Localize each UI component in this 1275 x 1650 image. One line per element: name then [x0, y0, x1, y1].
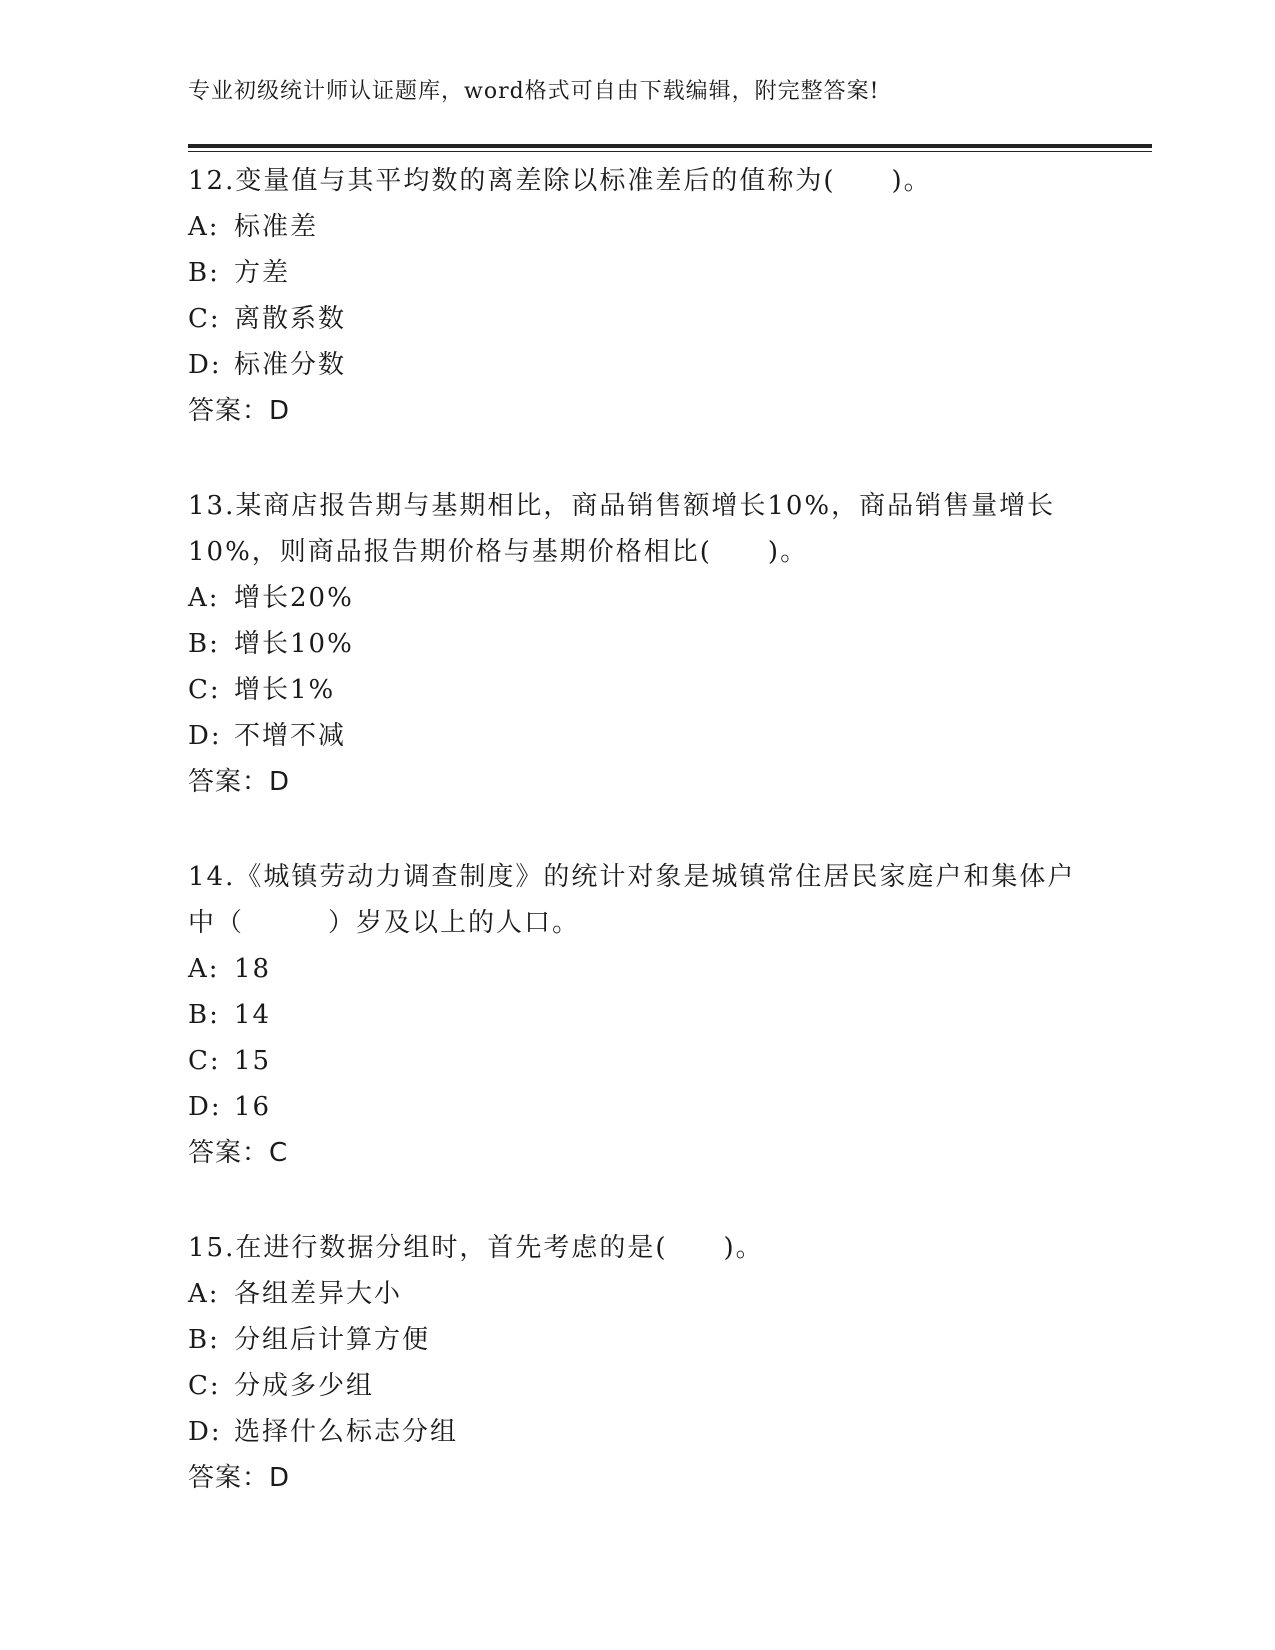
option-text: 15 — [234, 1046, 272, 1076]
option-d — [188, 1409, 1088, 1455]
option-text: 离散系数 — [234, 304, 347, 334]
option-a — [188, 946, 1088, 992]
option-c — [188, 1038, 1088, 1084]
option-d — [188, 342, 1088, 388]
option-key: B: — [188, 1000, 220, 1030]
option-key: D: — [188, 1092, 222, 1122]
option-c — [188, 667, 1088, 713]
question-15 — [188, 1225, 1088, 1501]
option-text: 各组差异大小 — [234, 1279, 403, 1309]
option-a — [188, 1271, 1088, 1317]
option-text: 增长1% — [234, 675, 336, 705]
option-a — [188, 575, 1088, 621]
option-b — [188, 1317, 1088, 1363]
answer-line: 答案：D — [188, 1463, 291, 1493]
option-key: C: — [188, 304, 221, 334]
option-text: 18 — [234, 954, 272, 984]
option-key: A: — [188, 583, 220, 613]
option-key: B: — [188, 1325, 220, 1355]
option-text: 标准差 — [234, 212, 319, 242]
question-12 — [188, 158, 1088, 434]
option-text: 不增不减 — [234, 721, 347, 751]
option-text: 16 — [234, 1092, 272, 1122]
option-key: B: — [188, 629, 220, 659]
option-c — [188, 1363, 1088, 1409]
question-list — [188, 158, 1088, 1550]
question-13 — [188, 483, 1088, 805]
option-key: A: — [188, 954, 220, 984]
option-d — [188, 1084, 1088, 1130]
option-a — [188, 204, 1088, 250]
option-key: B: — [188, 258, 220, 288]
page-header: 专业初级统计师认证题库，word格式可自由下载编辑，附完整答案! — [188, 79, 880, 104]
option-text: 增长10% — [234, 629, 354, 659]
option-c — [188, 296, 1088, 342]
question-stem: 13.某商店报告期与基期相比，商品销售额增长10%，商品销售量增长10%，则商品报告期价格与基期价格相比( )。 — [188, 491, 1056, 567]
option-b — [188, 992, 1088, 1038]
answer-line: 答案：D — [188, 767, 291, 797]
option-d — [188, 713, 1088, 759]
question-stem: 15.在进行数据分组时，首先考虑的是( )。 — [188, 1233, 764, 1263]
option-key: A: — [188, 1279, 220, 1309]
option-key: A: — [188, 212, 220, 242]
question-stem: 14.《城镇劳动力调查制度》的统计对象是城镇常住居民家庭户和集体户中（ ）岁及以上的人口。 — [188, 862, 1076, 938]
header-rule-thick — [188, 144, 1152, 148]
option-key: C: — [188, 1046, 221, 1076]
option-b — [188, 250, 1088, 296]
option-b — [188, 621, 1088, 667]
answer-line: 答案：D — [188, 396, 291, 426]
option-key: D: — [188, 1417, 222, 1447]
option-text: 14 — [234, 1000, 272, 1030]
option-text: 增长20% — [234, 583, 354, 613]
option-text: 分组后计算方便 — [234, 1325, 431, 1355]
question-14 — [188, 854, 1088, 1176]
option-key: D: — [188, 721, 222, 751]
option-text: 分成多少组 — [234, 1371, 375, 1401]
option-key: C: — [188, 1371, 221, 1401]
option-key: C: — [188, 675, 221, 705]
header-rule-thin — [188, 151, 1152, 152]
question-stem: 12.变量值与其平均数的离差除以标准差后的值称为( )。 — [188, 166, 932, 196]
answer-line: 答案：C — [188, 1138, 289, 1168]
option-key: D: — [188, 350, 222, 380]
option-text: 方差 — [234, 258, 291, 288]
option-text: 标准分数 — [234, 350, 347, 380]
option-text: 选择什么标志分组 — [234, 1417, 459, 1447]
